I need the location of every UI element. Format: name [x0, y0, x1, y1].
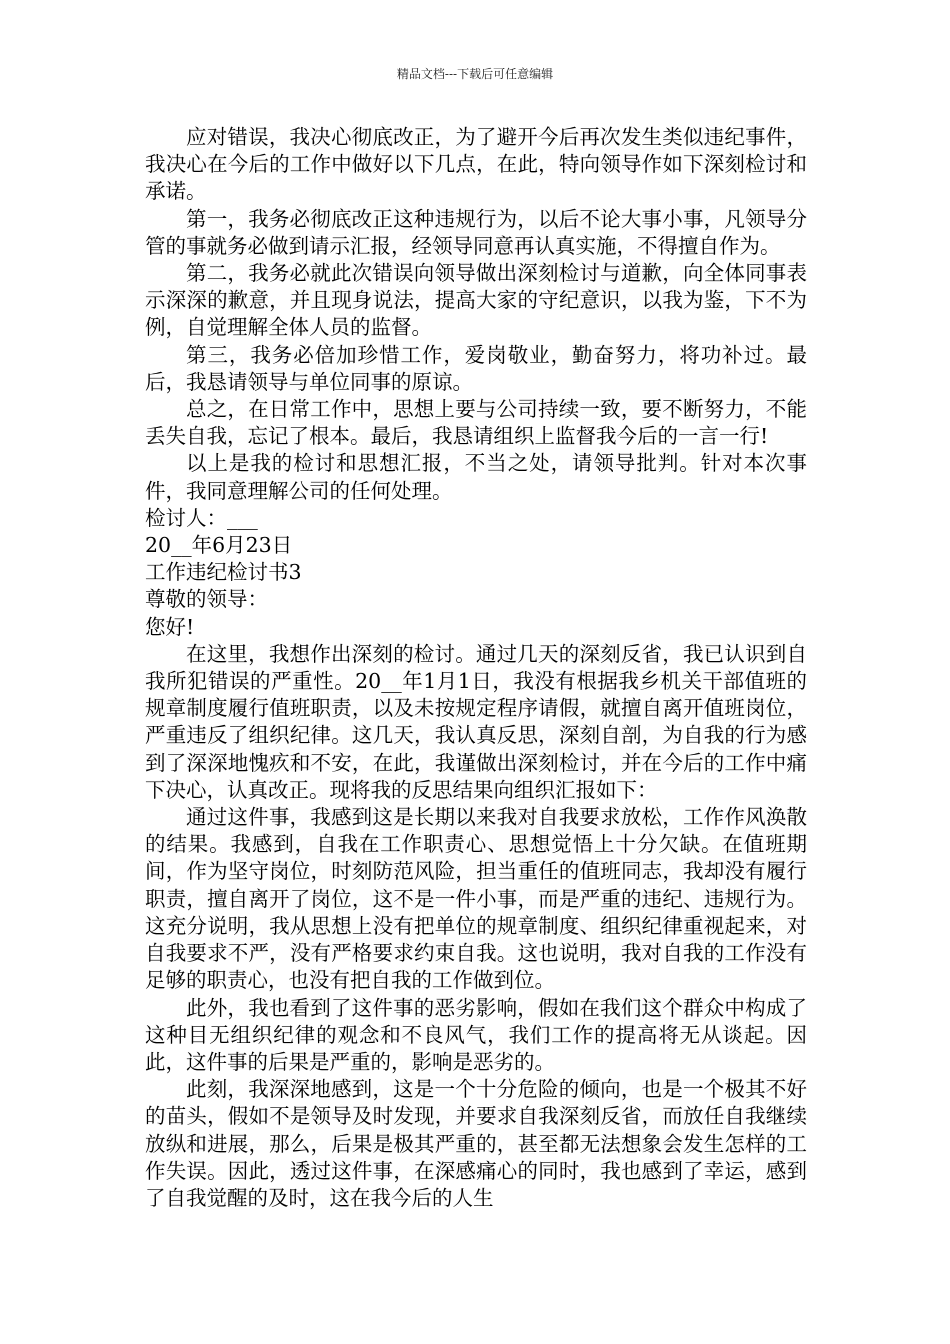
salutation: 尊敬的领导： — [145, 587, 268, 612]
signature-line: 检讨人：___ — [145, 505, 258, 530]
paragraph-summary: 总之，在日常工作中，思想上要与公司持续一致，要不断努力，不能丢失自我，忘记了根本。最后，我恳请组织上监督我今后的一言一行! — [145, 397, 807, 449]
paragraph-reflection: 通过这件事，我感到这是长期以来我对自我要求放松，工作作风涣散的结果。我感到，自我在工作职责心、思想觉悟上十分欠缺。在值班期间，作为坚守岗位，时刻防范风险，担当重任的值班同志，我却没有履行职责，擅自离开了岗位，这不是一件小事，而是严重的违纪、违规行为。这充分说明，我从思想上没有把单位的规章制度、组织纪律重视起来，对自我要求不严，没有严格要求约束自我。这也说明，我对自我的工作没有足够的职责心，也没有把自我的工作做到位。 — [145, 805, 807, 993]
paragraph-closing: 以上是我的检讨和思想汇报，不当之处，请领导批判。针对本次事件，我同意理解公司的任何处理。 — [145, 451, 807, 503]
paragraph-second-point: 第二，我务必就此次错误向领导做出深刻检讨与道歉，向全体同事表示深深的歉意，并且现身说法，提高大家的守纪意识，以我为鉴，下不为例，自觉理解全体人员的监督。 — [145, 261, 807, 340]
document-body — [145, 124, 807, 1212]
paragraph-commitment-intro: 应对错误，我决心彻底改正，为了避开今后再次发生类似违纪事件，我决心在今后的工作中做好以下几点，在此，特向领导作如下深刻检讨和承诺。 — [145, 125, 807, 204]
paragraph-impact: 此外，我也看到了这件事的恶劣影响，假如在我们这个群众中构成了这种目无组织纪律的观念和不良风气，我们工作的提高将无从谈起。因此，这件事的后果是严重的，影响是恶劣的。 — [145, 995, 807, 1074]
section-title: 工作违纪检讨书3 — [145, 560, 302, 585]
paragraph-third-point: 第三，我务必倍加珍惜工作，爱岗敬业，勤奋努力，将功补过。最后，我恳请领导与单位同事的原谅。 — [145, 342, 807, 394]
paragraph-realization: 此刻，我深深地感到，这是一个十分危险的倾向，也是一个极其不好的苗头，假如不是领导及时发现，并要求自我深刻反省，而放任自我继续放纵和进展，那么，后果是极其严重的，甚至都无法想象会发生怎样的工作失误。因此，透过这件事，在深感痛心的同时，我也感到了幸运，感到了自我觉醒的及时，这在我今后的人生 — [145, 1077, 807, 1210]
paragraph-first-point: 第一，我务必彻底改正这种违规行为，以后不论大事小事，凡领导分管的事就务必做到请示汇报，经领导同意再认真实施，不得擅自作为。 — [145, 206, 807, 258]
page-header: 精品文档---下载后可任意编辑 — [396, 67, 554, 81]
greeting: 您好! — [145, 614, 195, 639]
paragraph-self-review: 在这里，我想作出深刻的检讨。通过几天的深刻反省，我已认识到自我所犯错误的严重性。20__年1月1日，我没有根据我乡机关干部值班的规章制度履行值班职责，以及未按规定程序请假，就擅自离开值班岗位，严重违反了组织纪律。这几天，我认真反思，深刻自剖，为自我的行为感到了深深地愧疚和不安，在此，我谨做出深刻检讨，并在今后的工作中痛下决心，认真改正。现将我的反思结果向组织汇报如下： — [145, 641, 807, 802]
date-line: 20__年6月23日 — [145, 533, 293, 558]
